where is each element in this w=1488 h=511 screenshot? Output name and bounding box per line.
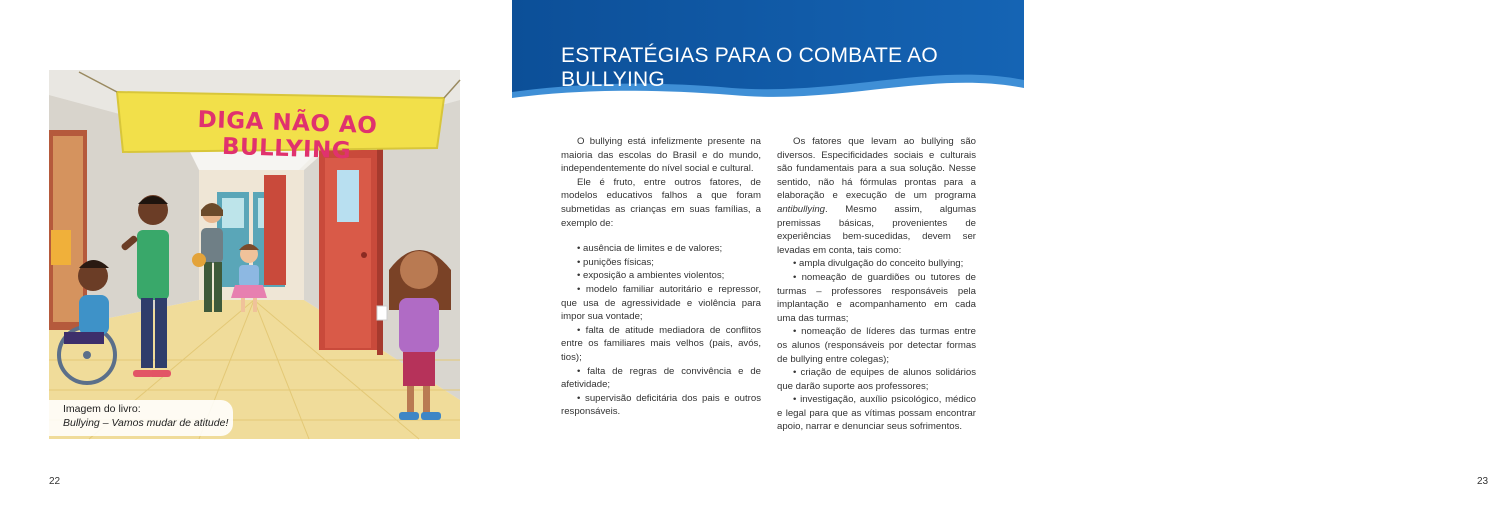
col1-bullet: • falta de regras de convivência e de afetividade; (561, 365, 761, 391)
col1-bullet: • supervisão deficitária dos pais e outros responsáveis. (561, 392, 761, 418)
page-number-right: 23 (1477, 476, 1488, 487)
col2-bullet: • investigação, auxílio psicológico, médico e legal para que as vítimas possam encontrar apoio, narrar e denunciar seus sofrimentos. (777, 394, 976, 433)
col2-p1-end: . Mesmo assim, algumas premissas básicas, provenientes de experiências bem-sucedidas, devem ser levadas em conta, tais como: (777, 203, 976, 256)
col2-bullet: • ampla divulgação do conceito bullying; (793, 258, 964, 270)
banner-text: DIGA NÃO AO BULLYING (197, 106, 378, 165)
school-hallway-illustration (49, 70, 460, 439)
caption-line-2: Bullying – Vamos mudar de atitude! (63, 416, 229, 429)
col2-bullet: • nomeação de líderes das turmas entre os alunos (responsáveis por detectar formas de bullying entre colegas); (777, 326, 976, 365)
text-column-1 (561, 135, 761, 419)
col1-paragraph-1: O bullying está infelizmente presente na maioria das escolas do Brasil e do mundo, independentemente do nível social e cultural. (561, 136, 761, 175)
text-column-2 (777, 135, 976, 434)
col2-paragraph-1 (777, 135, 976, 257)
col2-p1-emphasis: antibullying (777, 203, 826, 215)
col1-bullet: • ausência de limites e de valores; (577, 243, 723, 255)
col2-bullet: • nomeação de guardiões ou tutores de turmas – professores responsáveis pela implantação e acompanhamento em cada uma das turmas; (777, 271, 976, 324)
col1-bullet: • exposição a ambientes violentos; (577, 270, 725, 282)
col2-bullet: • criação de equipes de alunos solidários que darão suporte aos professores; (777, 367, 976, 392)
col1-bullet: • falta de atitude mediadora de conflitos entre os familiares mais velhos (pais, avós, tios); (561, 324, 761, 363)
col1-paragraph-2: Ele é fruto, entre outros fatores, de modelos educativos falhos a que foram submetidas as crianças em suas famílias, a exemplo de: (561, 176, 761, 229)
left-page (0, 0, 512, 511)
right-page (512, 0, 1488, 511)
col1-bullet: • punições físicas; (577, 256, 654, 268)
page-number-left: 22 (49, 476, 61, 487)
image-caption (49, 400, 233, 436)
caption-line-1: Imagem do livro: (63, 403, 141, 415)
page-title: ESTRATÉGIAS PARA O COMBATE AO BULLYING (561, 44, 938, 91)
col1-bullet: • modelo familiar autoritário e repressor, que usa de agressividade e violência para impor sua vontade; (561, 283, 761, 323)
col2-p1-start: Os fatores que levam ao bullying são diversos. Especificidades sociais e culturais são fundamentais para a sua solução. Nesse sentido, não há fórmulas prontas para a elaboração e execução de um programa (777, 136, 976, 202)
